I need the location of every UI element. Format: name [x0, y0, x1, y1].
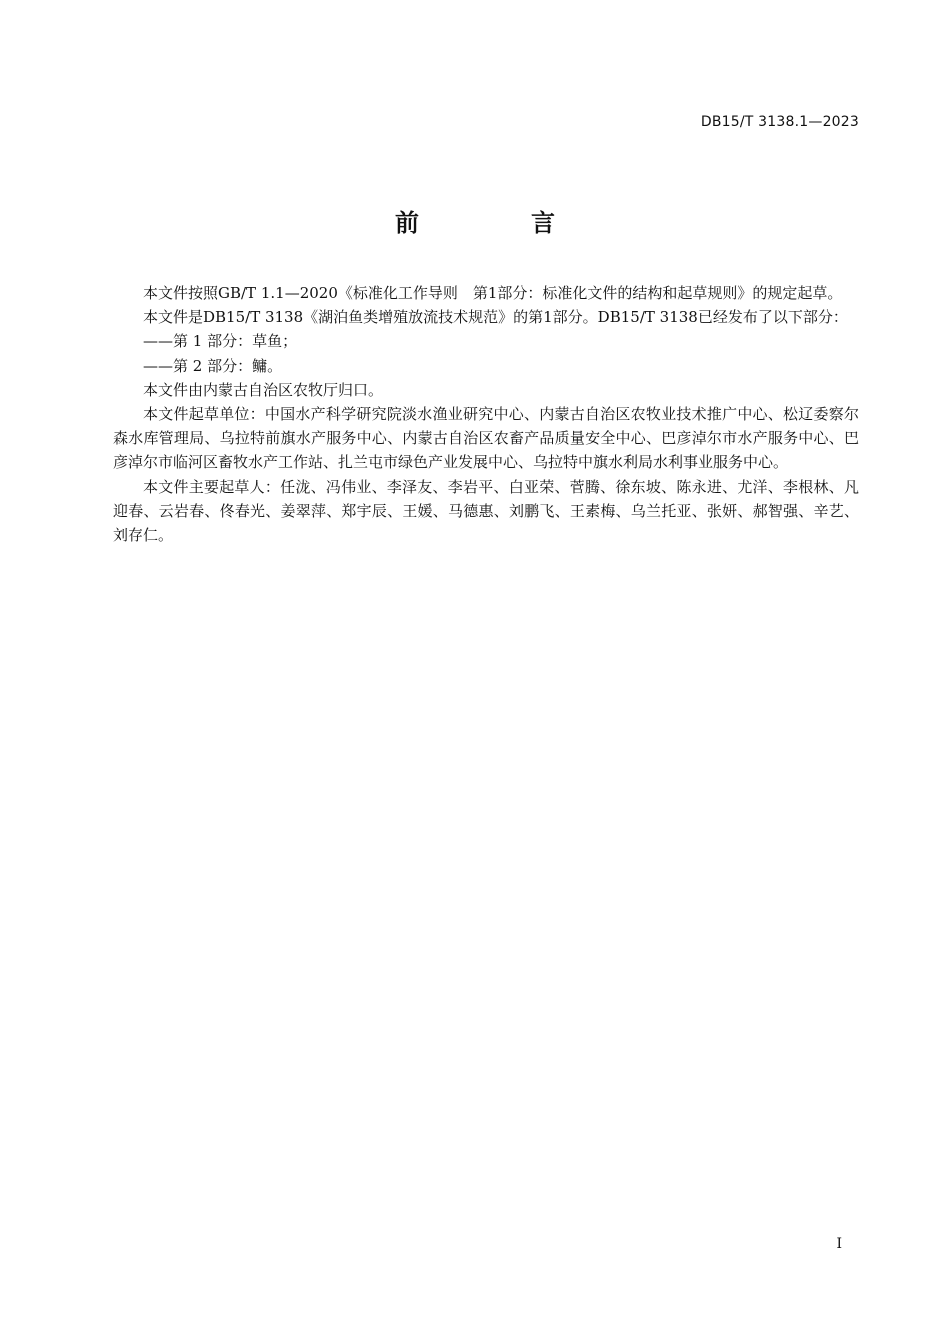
- foreword-body: [113, 281, 859, 547]
- page-title: 前 言: [395, 209, 599, 237]
- document-code: DB15/T 3138.1—2023: [700, 114, 859, 130]
- list-item-part-2: ——第 2 部分：鳙。: [143, 356, 283, 375]
- list-item-part-1: ——第 1 部分：草鱼；: [143, 332, 298, 351]
- paragraph-drafting-units: 本文件起草单位：中国水产科学研究院淡水渔业研究中心、内蒙古自治区农牧业技术推广中心、松辽委察尔森水库管理局、乌拉特前旗水产服务中心、内蒙古自治区农畜产品质量安全中心、巴彦淖尔市水产服务中心、巴彦淖尔市临河区畜牧水产工作站、扎兰屯市绿色产业发展中心、乌拉特中旗水利局水利事业服务中心。: [113, 405, 859, 472]
- page-number: I: [836, 1236, 842, 1252]
- paragraph-drafting-basis: 本文件按照GB/T 1.1—2020《标准化工作导则 第1部分：标准化文件的结构和起草规则》的规定起草。: [143, 284, 843, 302]
- paragraph-series-info: 本文件是DB15/T 3138《湖泊鱼类增殖放流技术规范》的第1部分。DB15/T 3138已经发布了以下部分：: [143, 308, 848, 327]
- paragraph-drafters: 本文件主要起草人：任泷、冯伟业、李泽友、李岩平、白亚荣、菅腾、徐东坡、陈永进、尤洋、李根林、凡迎春、云岩春、佟春光、姜翠萍、郑宇辰、王媛、马德惠、刘鹏飞、王素梅、乌兰托亚、张妍、郝智强、辛艺、刘存仁。: [113, 477, 859, 545]
- paragraph-administration: 本文件由内蒙古自治区农牧厅归口。: [143, 380, 384, 399]
